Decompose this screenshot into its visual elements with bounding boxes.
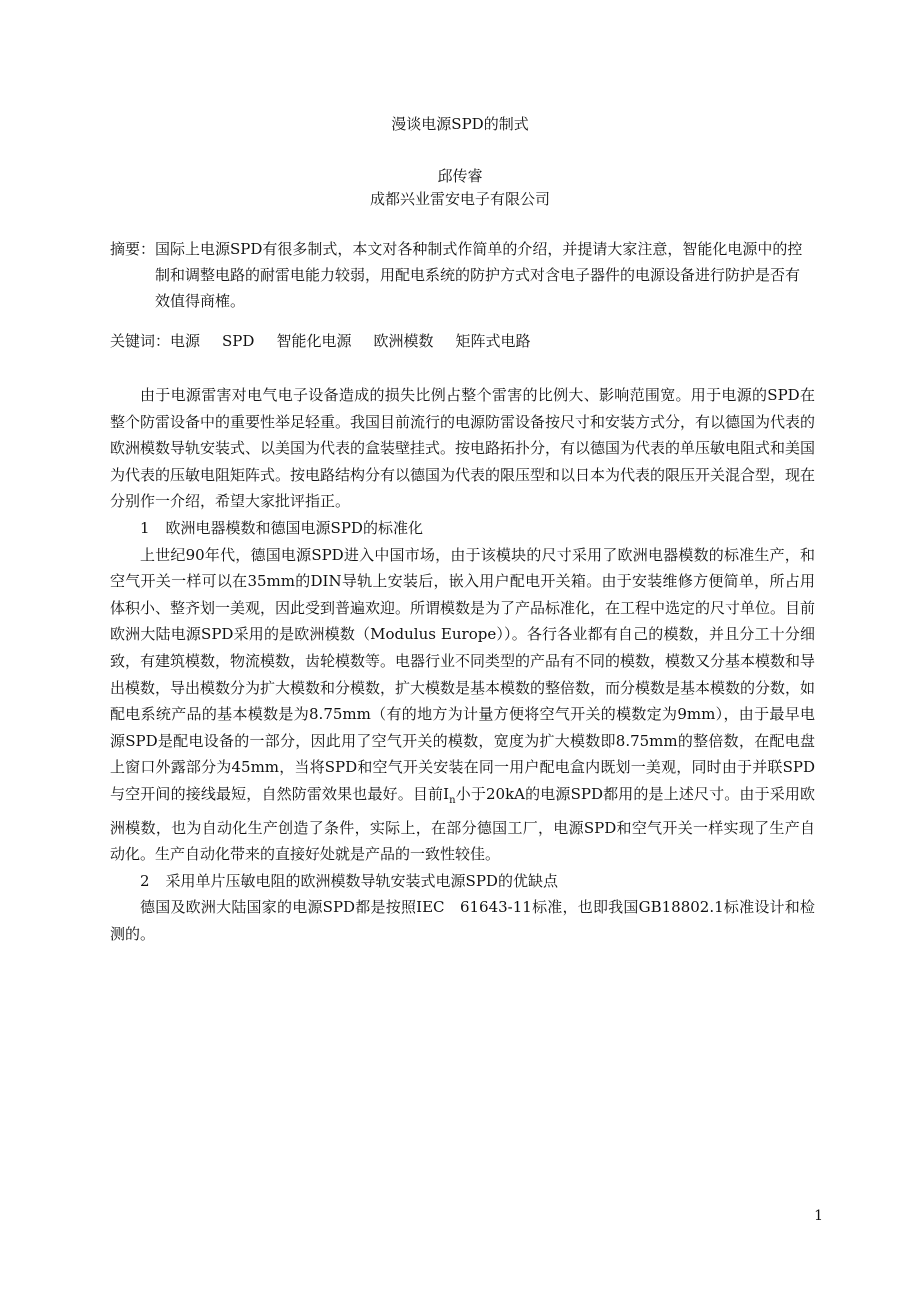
author-organization: 成都兴业雷安电子有限公司: [369, 190, 550, 208]
intro-paragraph: 由于电源雷害对电气电子设备造成的损失比例占整个雷害的比例大、影响范围宽。用于电源的SPD在整个防雷设备中的重要性举足轻重。我国目前流行的电源防雷设备按尺寸和安装方式分，有以德国为代表的欧洲模数导轨安装式、以美国为代表的盒装壁挂式。按电路拓扑分，有以德国为代表的单压敏电阻式和美国为代表的压敏电阻矩阵式。按电路结构分有以德国为代表的限压型和以日本为代表的限压开关混合型，现在分别作一介绍，希望大家批评指正。: [110, 386, 816, 511]
keyword-item: SPD: [222, 332, 255, 350]
page-number: 1: [814, 1208, 823, 1224]
abstract-text: 国际上电源SPD有很多制式，本文对各种制式作简单的介绍，并提请大家注意，智能化电源中的控制和调整电路的耐雷电能力较弱，用配电系统的防护方式对含电子器件的电源设备进行防护是否有效值得商榷。: [155, 240, 803, 310]
section-2-title: 采用单片压敏电阻的欧洲模数导轨安装式电源SPD的优缺点: [165, 871, 558, 890]
document-title: 漫谈电源SPD的制式: [391, 115, 529, 133]
keyword-item: 矩阵式电路: [455, 332, 531, 350]
section-1-title: 欧洲电器模数和德国电源SPD的标准化: [165, 518, 423, 537]
keywords-section: [110, 331, 815, 351]
section-2-paragraph: 德国及欧洲大陆国家的电源SPD都是按照IEC 61643-11标准，也即我国GB18802.1标准设计和检测的。: [110, 898, 815, 943]
current-subscript: n: [449, 794, 456, 806]
abstract-label: 摘要：: [110, 240, 156, 258]
body-text: [110, 382, 815, 947]
section-2-heading: [110, 868, 815, 895]
section-1-heading: [110, 515, 815, 542]
section-1-text-part-b: 小于20kA的电源SPD都用的是上述尺寸。由于采用欧洲模数，也为自动化生产创造了条件，实际上，在部分德国工厂，电源SPD和空气开关一样实现了生产自动化。生产自动化带来的直接好处就是产品的一致性较佳。: [110, 784, 815, 864]
author-name: 邱传睿: [437, 167, 483, 185]
section-1-text-part-a: 上世纪90年代，德国电源SPD进入中国市场，由于该模块的尺寸采用了欧洲电器模数的标准生产，和空气开关一样可以在35mm的DIN导轨上安装后，嵌入用户配电开关箱。由于安装维修方便简单，所占用体积小、整齐划一美观，因此受到普遍欢迎。所谓模数是为了产品标准化，在工程中选定的尺寸单位。目前欧洲大陆电源SPD采用的是欧洲模数（Modulus Europe））。各行各业都有自己的模数，并且分工十分细致，有建筑模数，物流模数，齿轮模数等。电器行业不同类型的产品有不同的模数，模数又分基本模数和导出模数，导出模数分为扩大模数和分模数，扩大模数是基本模数的整倍数，而分模数是基本模数的分数，如配电系统产品的基本模数是为8.75mm（有的地方为计量方便将空气开关的模数定为9mm），由于最早电源SPD是配电设备的一部分，因此用了空气开关的模数，宽度为扩大模数即8.75mm的整倍数，在配电盘上窗口外露部分为45mm，当将SPD和空气开关安装在同一用户配电盒内既划一美观，同时由于并联SPD与空开间的接线最短，自然防雷效果也最好。目前I: [110, 545, 816, 803]
keywords-label: 关键词：: [110, 332, 171, 350]
section-2-number: 2: [140, 871, 150, 890]
keyword-item: 智能化电源: [276, 332, 352, 350]
abstract-section: [110, 236, 815, 314]
section-1-number: 1: [140, 518, 150, 537]
keyword-item: 电源: [170, 332, 201, 350]
keyword-item: 欧洲模数: [373, 332, 434, 350]
section-1-paragraph: [110, 542, 815, 868]
